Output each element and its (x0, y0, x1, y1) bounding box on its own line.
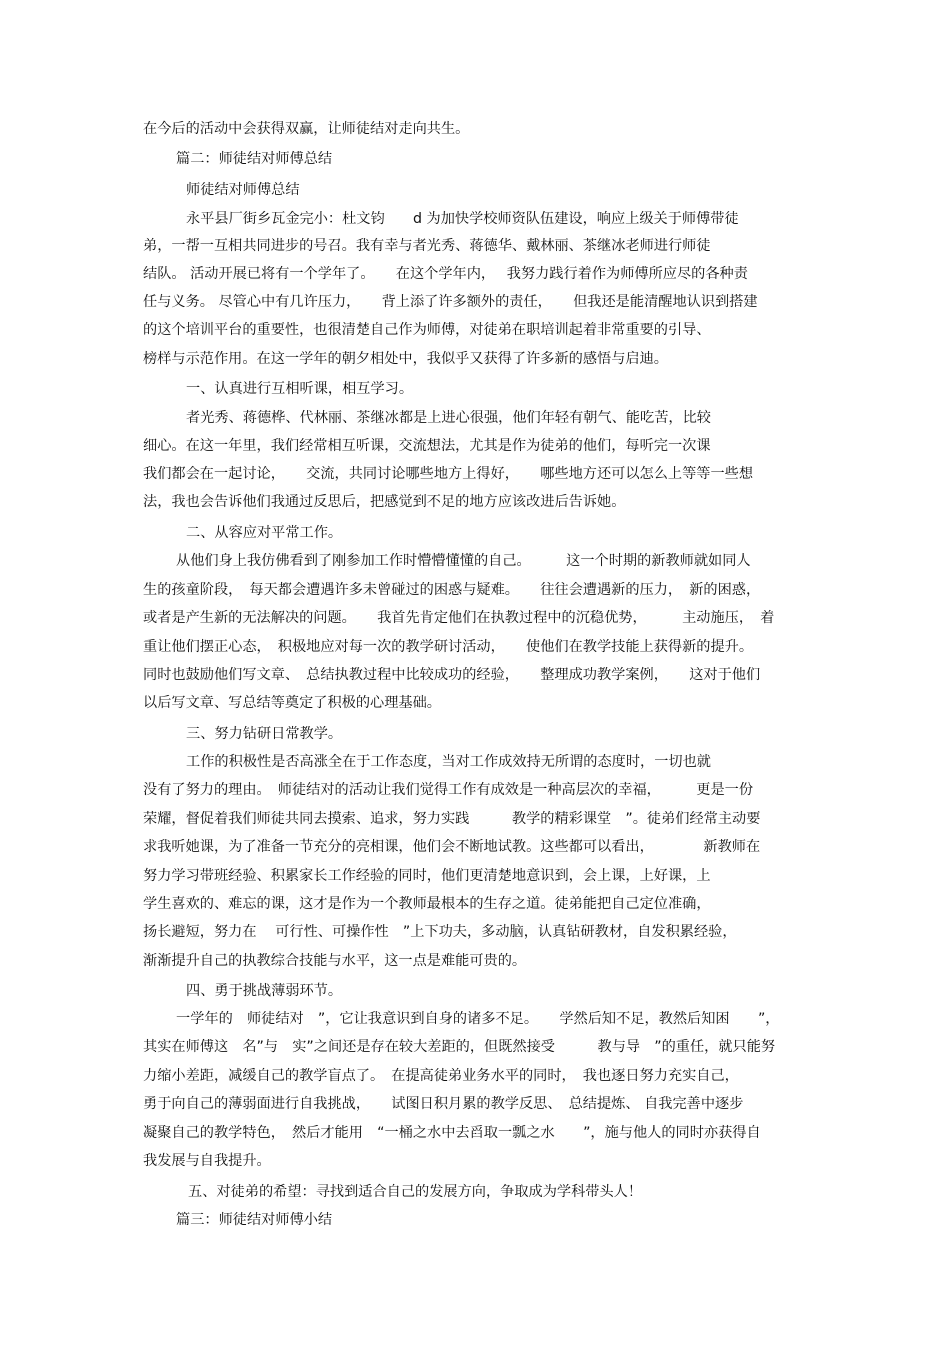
text-line: 学生喜欢的、难忘的课，这才是作为一个教师最根本的生存之道。徒弟能把自己定位准确， (143, 896, 711, 912)
text-line: 扬长避短，努力在 可行性、可操作性 ”上下功夫，多动脑，认真钻研教材，自发积累经验， (143, 924, 737, 940)
text-line: 或者是产生新的无法解决的问题。 我首先肯定他们在执教过程中的沉稳优势， 主动施压， 着 (143, 610, 775, 626)
text-line: 者光秀、蒋德桦、代林丽、茶继冰都是上进心很强，他们年轻有朝气、能吃苦，比较 (186, 410, 711, 426)
text-line: 一学年的 师徒结对 ”，它让我意识到自身的诸多不足。 学然后知不足，教然后知困 ”， (176, 1011, 780, 1027)
text-line: 生的孩童阶段， 每天都会遭遇许多未曾碰过的困惑与疑难。 往往会遭遇新的压力， 新的困惑， (143, 582, 761, 598)
text-line: 其实在师傅这 名”与 实”之间还是存在较大差距的，但既然接受 教与导 ”的重任，就只能努 (143, 1039, 776, 1055)
text-line: 细心。在这一年里，我们经常相互听课，交流想法，尤其是作为徒弟的他们，每听完一次课 (143, 438, 711, 454)
text-line: 努力学习带班经验、积累家长工作经验的同时，他们更清楚地意识到，会上课，上好课，上 (143, 868, 711, 884)
text-line: 求我听她课，为了准备一节充分的亮相课，他们会不断地试教。这些都可以看出， 新教师在 (143, 839, 761, 855)
section-heading: 五、对徒弟的希望：寻找到适合自己的发展方向，争取成为学科带头人！ (188, 1184, 643, 1200)
section-heading: 四、勇于挑战薄弱环节。 (186, 983, 343, 999)
text-line: 法，我也会告诉他们我通过反思后，把感觉到不足的地方应该改进后告诉她。 (143, 494, 626, 510)
text-line: 渐渐提升自己的执教综合技能与水平，这一点是难能可贵的。 (143, 953, 527, 969)
text-line: 我发展与自我提升。 (143, 1153, 271, 1169)
section-heading: 一、认真进行互相听课，相互学习。 (186, 381, 414, 397)
text-line: 以后写文章、写总结等奠定了积极的心理基础。 (143, 695, 441, 711)
text-line: 力缩小差距，减缓自己的教学盲点了。 在提高徒弟业务水平的同时， 我也逐日努力充实自己， (143, 1068, 739, 1084)
text-line: 工作的积极性是否高涨全在于工作态度，当对工作成效持无所谓的态度时，一切也就 (186, 754, 711, 770)
text-line: 荣耀，督促着我们师徒共同去摸索、追求，努力实践 教学的精彩课堂 ”。徒弟们经常主动要 (143, 811, 761, 827)
text-line: 我们都会在一起讨论， 交流，共同讨论哪些地方上得好， 哪些地方还可以怎么上等等一些想 (143, 466, 754, 482)
text-line: 在今后的活动中会获得双赢，让师徒结对走向共生。 (143, 121, 470, 137)
text-line: 弟，一帮一互相共同进步的号召。我有幸与者光秀、蒋德华、戴林丽、茶继冰老师进行师徒 (143, 238, 711, 254)
section-heading: 篇二：师徒结对师傅总结 (176, 151, 333, 167)
text-line: 任与义务。 尽管心中有几许压力， 背上添了许多额外的责任， 但我还是能清醒地认识到搭建 (143, 294, 758, 310)
section-heading: 篇三：师徒结对师傅小结 (176, 1212, 333, 1228)
text-line: 结队。 活动开展已将有一个学年了。 在这个学年内， 我努力践行着作为师傅所应尽的各种责 (143, 266, 748, 282)
text-line: 榜样与示范作用。在这一学年的朝夕相处中，我似乎又获得了许多新的感悟与启迪。 (143, 351, 668, 367)
text-line: 重让他们摆正心态， 积极地应对每一次的教学研讨活动， 使他们在教学技能上获得新的提升。 (143, 639, 754, 655)
document-title: 师徒结对师傅总结 (186, 182, 300, 198)
text-line: 同时也鼓励他们写文章、 总结执教过程中比较成功的经验， 整理成功教学案例， 这对于他们 (143, 667, 761, 683)
text-line: 凝聚自己的教学特色， 然后才能用 “一桶之水中去舀取一瓢之水 ”，施与他人的同时亦获得自 (143, 1125, 761, 1141)
section-heading: 三、努力钻研日常教学。 (186, 726, 343, 742)
text-line: 没有了努力的理由。 师徒结对的活动让我们觉得工作有成效是一种高层次的幸福， 更是一份 (143, 782, 754, 798)
text-line: 永平县厂街乡瓦金完小：杜文钧 d 为加快学校师资队伍建设，响应上级关于师傅带徒 (186, 211, 739, 227)
text-line: 勇于向自己的薄弱面进行自我挑战， 试图日积月累的教学反思、 总结提炼、 自我完善中逐步 (143, 1096, 744, 1112)
section-heading: 二、从容应对平常工作。 (186, 525, 343, 541)
text-line: 从他们身上我仿佛看到了刚参加工作时懵懵懂懂的自己。 这一个时期的新教师就如同人 (176, 553, 751, 569)
text-line: 的这个培训平台的重要性，也很清楚自己作为师傅，对徒弟在职培训起着非常重要的引导、 (143, 322, 711, 338)
